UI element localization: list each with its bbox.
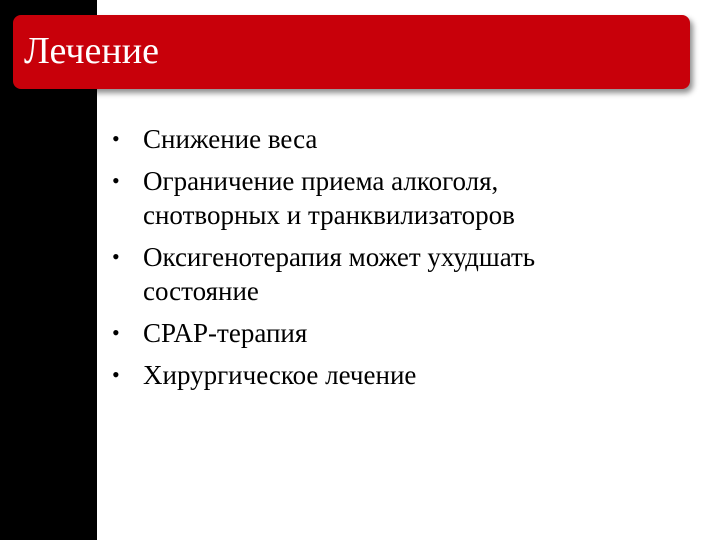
bullet-icon: • — [112, 362, 120, 387]
bullet-line: снотворных и транквилизаторов — [143, 200, 515, 230]
title-banner — [13, 15, 690, 89]
list-item — [112, 164, 672, 232]
bullet-text — [143, 122, 672, 156]
bullet-line: Хирургическое лечение — [143, 360, 417, 390]
bullet-icon: • — [112, 320, 120, 345]
bullet-line: Снижение веса — [143, 124, 318, 154]
list-item — [112, 316, 672, 350]
list-item — [112, 240, 672, 308]
bullet-text — [143, 358, 672, 392]
bullet-list — [112, 122, 672, 400]
bullet-text — [143, 316, 672, 350]
bullet-line: состояние — [143, 276, 259, 306]
bullet-line: Оксигенотерапия может ухудшать — [143, 242, 536, 272]
bullet-line: Ограничение приема алкоголя, — [143, 166, 499, 196]
bullet-icon: • — [112, 126, 120, 151]
bullet-line: CPAP-терапия — [143, 318, 308, 348]
list-item — [112, 122, 672, 156]
slide-title: Лечение — [24, 30, 159, 72]
bullet-text — [143, 240, 672, 308]
list-item — [112, 358, 672, 392]
bullet-icon: • — [112, 168, 120, 193]
bullet-icon: • — [112, 244, 120, 269]
bullet-text — [143, 164, 672, 232]
